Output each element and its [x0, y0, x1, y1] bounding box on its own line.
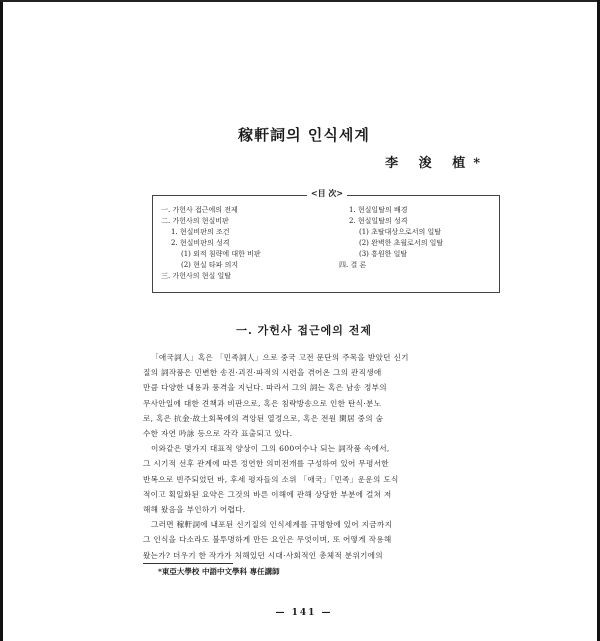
body-line: 반복으로 빈주되었던 바, 후세 평자들의 소위 「애국」「민족」운운의 도식	[143, 474, 399, 484]
toc-entry: (3) 흥원한 일탈	[359, 250, 408, 258]
scan-edge-left	[0, 0, 3, 641]
body-line: 해해 왔음을 부인하기 어렵다.	[143, 505, 246, 515]
body-line: 로, 혹은 抗金·故土회복에의 격앙된 열정으로, 혹은 전원 閑居 중의 숨	[143, 413, 384, 423]
toc-entry: (2) 현실 타파 의지	[181, 261, 239, 269]
body-line: 만큼 다양한 내용과 풍격을 지닌다. 따라서 그의 詞는 혹은 남송 정부의	[143, 383, 387, 393]
toc-entry: (1) 초탈대상으로서의 일탈	[359, 228, 441, 236]
page-number: — 141 —	[275, 608, 333, 618]
toc-entry: 二. 가헌사의 현실비판	[161, 217, 229, 225]
toc-entry: 2. 현실비판의 성격	[171, 239, 230, 247]
body-line: 질의 詞작품은 민변한 송진·괴진·파적의 시련을 겪어온 그의 관직생애	[143, 368, 382, 378]
body-line: 그 시기적 선후 관계에 따른 정연한 의미전개를 구성하여 있어 무평서한	[143, 459, 389, 469]
toc-left-column	[161, 205, 331, 282]
toc-heading: <目 次>	[153, 188, 501, 199]
toc-entry: 2. 현실일탈의 성격	[349, 217, 408, 225]
toc-entry: (2) 완벽한 초월로서의 일탈	[359, 239, 444, 247]
table-of-contents	[152, 188, 500, 293]
body-text	[143, 350, 500, 563]
body-line: 적이고 획일화된 요약은 그것의 바른 이해에 관해 상당한 부분에 걸쳐 저	[143, 489, 392, 499]
footnote: *東亞大學校 中語中文學科 專任講師	[158, 567, 280, 576]
article-title: 稼軒詞의 인식세계	[238, 126, 370, 144]
toc-right-column	[339, 205, 499, 271]
body-line: 수한 자연 吟詠 등으로 각각 표출되고 있다.	[143, 429, 293, 439]
toc-entry: 三. 가헌사의 현실 일탈	[161, 272, 231, 280]
body-line: 그 인식을 다소라도 불투명하게 만든 요인은 무엇이며, 또 어떻게 작용해	[143, 535, 392, 545]
body-line: 그러면 稼軒詞에 내포된 신기질의 인식세계를 규명함에 있어 지금까지	[151, 520, 393, 530]
toc-entry: 1. 현실비판의 조건	[171, 228, 230, 236]
toc-entry: 四. 결 론	[339, 261, 367, 269]
section-heading: 一. 가헌사 접근에의 전제	[236, 324, 372, 337]
toc-entry: 1. 현실일탈의 배경	[349, 206, 408, 214]
body-line: 왔는가? 더우기 한 작가가 처해있던 시대·사회적인 총체적 분위기에의	[143, 550, 383, 560]
body-line: 「애국詞人」혹은 「민족詞人」으로 중국 고전 문단의 주목을 받았던 신기	[151, 353, 409, 362]
article-author: 李 浚 植*	[385, 156, 488, 171]
footnote-divider	[143, 563, 233, 564]
toc-entry: (1) 외적 침략에 대한 비판	[181, 250, 261, 258]
paper-page	[108, 0, 500, 641]
body-line: 이와같은 몇가지 대표적 양상이 그의 600여수나 되는 詞작품 속에서,	[151, 444, 390, 454]
body-line: 무사안일에 대한 견책과 비판으로, 혹은 침략방송으로 인한 탄식·분노	[143, 398, 382, 408]
toc-entry: 一. 가헌사 접근에의 전제	[161, 206, 238, 214]
